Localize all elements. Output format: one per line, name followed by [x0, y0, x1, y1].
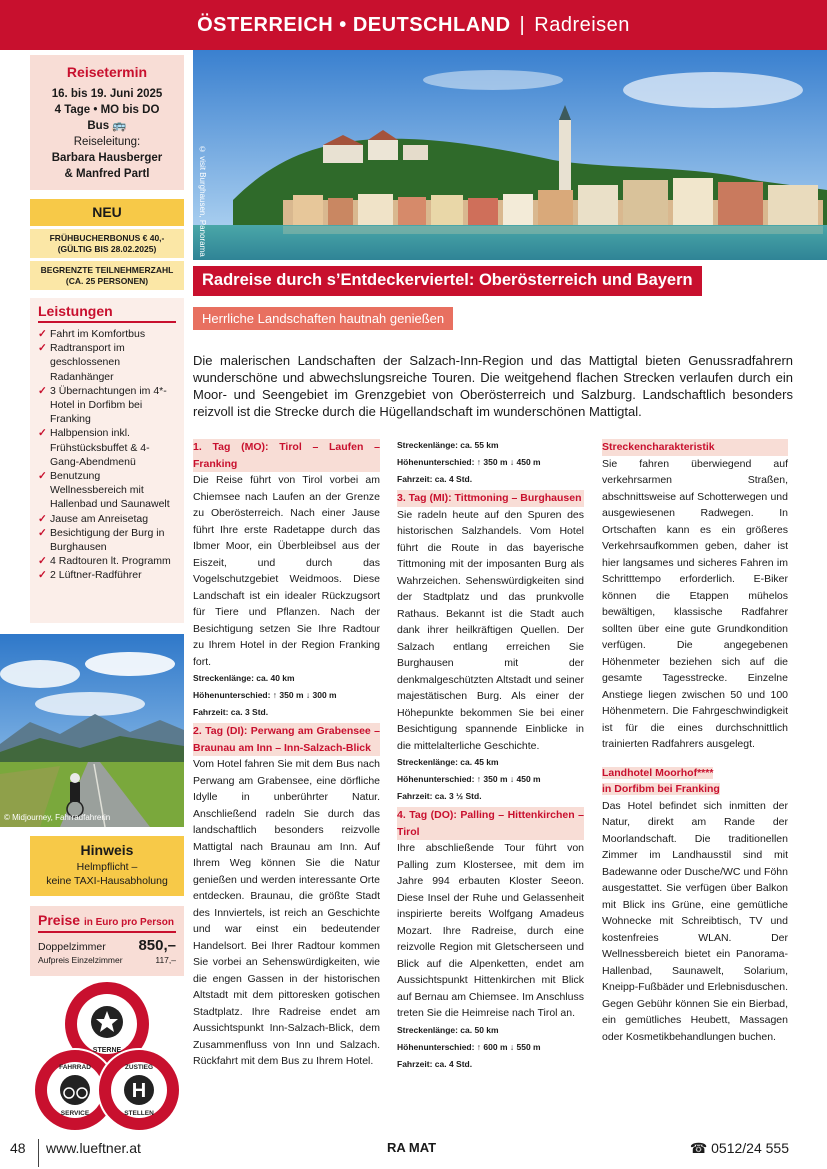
price-label: Doppelzimmer: [38, 941, 106, 953]
reisetermin-duration: 4 Tage • MO bis DO: [54, 104, 160, 116]
neu-badge: NEU: [30, 199, 184, 226]
price-row: [38, 937, 176, 954]
article-subtitle: Herrliche Landschaften hautnah genießen: [193, 307, 453, 330]
badge-stellen-text: STELLEN: [124, 1110, 154, 1117]
header-separator: |: [519, 13, 526, 36]
preise-box: [30, 906, 184, 976]
footer-divider: [38, 1139, 39, 1167]
day3-spec: Höhenunterschied: ↑ 350 m ↓ 450 m: [397, 774, 541, 784]
hotel-text: Das Hotel befindet sich inmitten der Natur, direkt am Rande der Moorlandschaft. Die traditionellen Zimmer im Landhausstil sind mit Badewanne oder Dusche/WC und Föhn ausgestattet. Sie verfügen über Balkon mit Blick ins Grüne, eine gemütliche Wohnecke mit Schreibtisch, TV und kostenfreies WLAN. Der Wellnessbereich bietet ein Panorama-Hallenbad, Saunawelt, Solarium, Kneipp-Fußbäder und Erlebnisduschen. Gegen Gebühr können Sie ein Bierbad, ein gemütliches Heubett, Massagen oder Kosmetikbehandlungen buchen.: [602, 799, 788, 1043]
teilnehmer-limit: [30, 261, 184, 290]
page-number: 48: [10, 1140, 26, 1156]
strecke-heading: Streckencharakteristik: [602, 439, 788, 456]
bonus-line: (GÜLTIG BIS 28.02.2025): [57, 243, 157, 254]
hotel-heading: [602, 765, 788, 798]
website-link[interactable]: www.lueftner.at: [46, 1140, 141, 1156]
list-item: ✓ Halbpension inkl. Frühstücksbuffet & 4-Gang-Abendmenü: [38, 426, 176, 469]
price-row: [38, 955, 176, 965]
day2-text: Vom Hotel fahren Sie mit dem Bus nach Perwang am Grabensee, eine dörfliche Idylle in unberührter Natur. Anschließend radeln Sie durch das landschaftlich besonders reizvolle Mattigtal nach Braunau am Inn. Auf Ihrem Weg können Sie die Natur genießen und werden interessante Orte entdecken. Braunau, die größte Stadt des Innviertels, ist reich an Geschichte und war einst ein bedeutender Handelsort. Bei Ihrer Radtour kommen Sie vorbei an Sehenswürdigkeiten, wie die engen Gassen in der historischen Altstadt mit dem pittoresken gotischen Stadtplatz. Ihre Radreise endet am Aussichtspunkt Inn-Salzach-Blick, dem Zusammenfluss von Inn und Salzach. Rückfahrt mit dem Bus zu Ihrem Hotel.: [193, 758, 380, 1067]
preise-title-text: Preise: [38, 912, 81, 928]
fruehbucher-bonus: [30, 229, 184, 258]
day3-spec: Streckenlänge: ca. 45 km: [397, 757, 499, 767]
hotel-heading-line: Landhotel Moorhof****: [602, 766, 714, 779]
price-value: 850,–: [138, 937, 176, 954]
list-item: ✓ Besichtigung der Burg in Burghausen: [38, 526, 176, 554]
day1-spec: Fahrzeit: ca. 3 Std.: [193, 707, 269, 717]
hinweis-line: Helmpflicht –: [76, 861, 138, 873]
list-item: ✓ 3 Übernachtungen im 4*-Hotel in Dorfibm bei Franking: [38, 384, 176, 427]
badge-sterne-text: STERNE: [92, 1047, 122, 1054]
day1-spec: Streckenlänge: ca. 40 km: [193, 673, 295, 683]
day4-spec: Höhenunterschied: ↑ 600 m ↓ 550 m: [397, 1041, 541, 1052]
reiseleitung-label: Reiseleitung:: [73, 136, 141, 148]
reiseleitung-name: & Manfred Partl: [64, 168, 150, 180]
page-footer: [0, 1133, 827, 1169]
header-category: Radreisen: [534, 13, 630, 36]
column-2: [397, 437, 584, 1073]
day2-spec: Höhenunterschied: ↑ 350 m ↓ 450 m: [397, 457, 541, 467]
day3-text: Sie radeln heute auf den Spuren des historischen Salzhandels. Vom Hotel führt die Route in das bayerische Tittmoning mit der imposanten Burg als Wahrzeichen. Sehenswürdigkeiten sind der Stadtplatz und das prunkvolle Rathaus. Bekannt ist die Stadt auch dank ihrer heilkräftigen Quellen. Der Salzach entlang erreichen Sie Burghausen mit der denkmalgeschützten Altstadt und seiner majestätischen Burg. Als einer der Höhepunkte bekommen Sie bei einer Besichtigung spannende Einblicke in die mittelalterliche Geschichte.: [397, 508, 584, 752]
reiseleitung-name: Barbara Hausberger: [51, 152, 163, 164]
list-item: ✓ Jause am Anreisetag: [38, 512, 176, 526]
badge-service-text: SERVICE: [60, 1110, 90, 1117]
cyclist-photo: [0, 634, 184, 827]
day2-heading: 2. Tag (DI): Perwang am Grabensee – Braunau am Inn – Inn-Salzach-Blick: [193, 723, 380, 756]
day2-spec: Fahrzeit: ca. 4 Std.: [397, 474, 473, 484]
day2-spec: Streckenlänge: ca. 55 km: [397, 440, 499, 450]
hinweis-title: Hinweis: [80, 842, 134, 858]
column-1: [193, 437, 380, 1070]
price-value: 117,–: [155, 955, 176, 965]
day3-spec: Fahrzeit: ca. 3 ½ Std.: [397, 791, 482, 801]
leistungen-title: Leistungen: [38, 303, 176, 323]
day4-heading: 4. Tag (DO): Palling – Hittenkirchen – Tirol: [397, 807, 584, 840]
column-3: [602, 437, 788, 1045]
strecke-text: Sie fahren überwiegend auf verkehrsarmen Straßen, abschnittsweise auf Schotterwegen und ausgewiesenen Radwegen. In Ortschaften kann es ein größeres Verkehrsaufkommen geben, daher ist hier langsames und sicheres Fahren im Schritttempo erforderlich. E-Biker können die Etappen mühelos bewältigen, klassische Radfahrer sollten über eine gute Grundkondition verfügen. Die angegebenen Höhenmeter beziehen sich auf die gesamte Tagesstrecke. Einzelne Anstiege liegen zwischen 50 und 100 Höhenmetern. Die Fahrgeschwindigkeit ist für die eines durchschnittlich trainierten Radfahrers ausgelegt.: [602, 457, 788, 750]
list-item: ✓ Radtransport im geschlossenen Radanhänger: [38, 341, 176, 384]
leistungen-list: [38, 327, 176, 583]
sidebar: [30, 55, 184, 623]
cyclist-photo-credit: © Midjourney, Fahrradfahrerin: [4, 813, 111, 822]
day1-heading: 1. Tag (MO): Tirol – Laufen – Franking: [193, 439, 380, 472]
badge-h-letter: H: [131, 1080, 147, 1102]
hotel-heading-line: in Dorfibm bei Franking: [602, 783, 720, 795]
burghausen-photo: [193, 50, 827, 260]
preise-subtitle: in Euro pro Person: [83, 917, 174, 928]
day1-text: Die Reise führt von Tirol vorbei am Chiemsee nach Laufen an der Grenze zu Oberösterreich. Nach einer Jause führt Ihre erste Radetappe durch das Ibmer Moor, ein Überbleibsel aus der Eiszeit, und durch das Vogelschutzgebiet Weidmoos. Diese Landschaft ist ein idealer Rückzugsort für Tiere und Pflanzen. Nach der Besichtigung setzen Sie Ihre Radtour zu Ihrem Hotel in der Region Franking fort.: [193, 474, 380, 668]
bonus-line: FRÜHBUCHERBONUS € 40,-: [49, 233, 165, 243]
header-bar: [0, 0, 827, 50]
hinweis-line: keine TAXI-Hausabholung: [46, 875, 168, 887]
lead-paragraph: Die malerischen Landschaften der Salzach-Inn-Region und das Mattigtal bieten Genussradfahrern wunderschöne und abwechslungsreiche Touren. Die weitgehend flachen Strecken verlaufen durch ein Moor- und Seengebiet im Grenzgebiet von Oberösterreich und Salzburg. Landschaftlich besonders reizvoll ist die Strecke durch die Hügellandschaft im wunderschönen Mattigtal.: [193, 353, 793, 419]
reisetermin-dates: 16. bis 19. Juni 2025: [51, 88, 163, 100]
cyclist-photo-illustration: [0, 634, 184, 827]
list-item: ✓ 2 Lüftner-Radführer: [38, 568, 176, 582]
badge-zustieg-text: ZUSTIEG: [124, 1064, 154, 1071]
article-title: Radreise durch s’Entdeckerviertel: Oberösterreich und Bayern: [193, 266, 702, 296]
limit-line: BEGRENZTE TEILNEHMERZAHL: [40, 265, 174, 275]
list-item: ✓ Fahrt im Komfortbus: [38, 327, 176, 341]
service-badges: [30, 980, 184, 1135]
price-label: Aufpreis Einzelzimmer: [38, 955, 123, 965]
day4-text: Ihre abschließende Tour führt von Palling zum Klostersee, mit dem im Jahre 994 erbauten Kloster Seeon. Diese Insel der Ruhe und Gelassenheit inspirierte bereits Wolfgang Amadeus Mozart. Ihre Radreise, durch eine reizvolle Region mit Gletscherseen und Blick auf die Alpenketten, endet am Aussichtspunkt Hittenkirchen mit Blick auf Bernau am Chiemsee. Im Anschluss treten Sie die Heimreise nach Tirol an.: [397, 842, 584, 1019]
leistungen-box: [30, 298, 184, 623]
header-countries: ÖSTERREICH • DEUTSCHLAND: [197, 13, 511, 36]
limit-line: (CA. 25 PERSONEN): [65, 275, 149, 286]
day3-heading: 3. Tag (MI): Tittmoning – Burghausen: [397, 490, 584, 507]
day4-spec: Fahrzeit: ca. 4 Std.: [397, 1058, 473, 1069]
phone-number: ☎ 0512/24 555: [689, 1140, 789, 1156]
burghausen-illustration: [193, 50, 827, 260]
preise-title: [38, 912, 176, 933]
hero-photo-credit: © visit Burghausen, Panorama: [198, 145, 207, 257]
reisetermin-transport: Bus 🚌: [87, 120, 127, 132]
badges-illustration: [30, 980, 184, 1135]
day4-spec: Streckenlänge: ca. 50 km: [397, 1024, 499, 1035]
badge-fahrrad-text: FAHRRAD: [59, 1064, 91, 1071]
list-item: ✓ Benutzung Wellnessbereich mit Hallenbad und Saunawelt: [38, 469, 176, 512]
list-item: ✓ 4 Radtouren lt. Programm: [38, 554, 176, 568]
reisetermin-title: Reisetermin: [66, 64, 148, 80]
trip-code: RA MAT: [387, 1140, 437, 1155]
day1-spec: Höhenunterschied: ↑ 350 m ↓ 300 m: [193, 690, 337, 700]
hinweis-box: [30, 836, 184, 896]
reisetermin-box: [30, 55, 184, 190]
